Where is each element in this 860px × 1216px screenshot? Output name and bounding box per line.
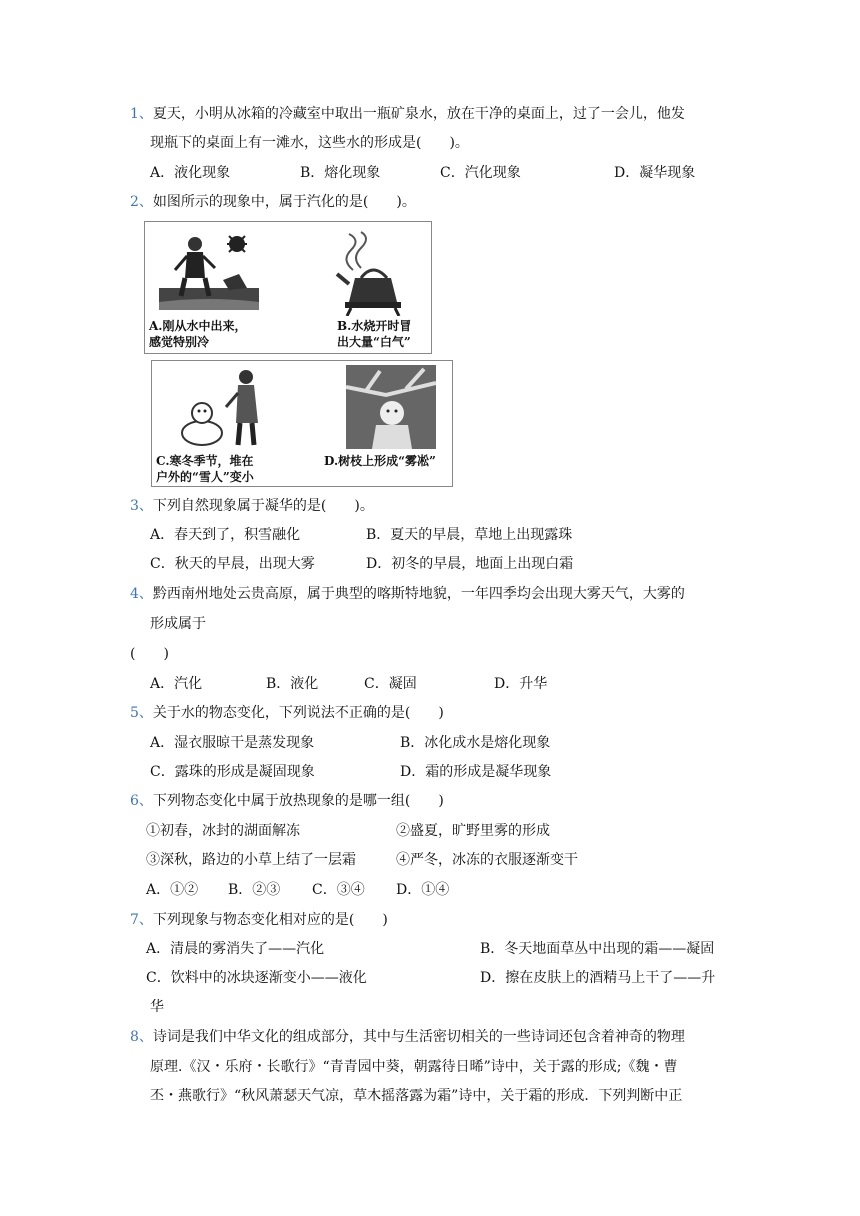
question-1-text: 夏天，小明从冰箱的冷藏室中取出一瓶矿泉水，放在干净的桌面上，过了一会儿，他发: [152, 106, 685, 122]
question-4-text: 黔西南州地处云贵高原，属于典型的喀斯特地貌，一年四季均会出现大雾天气，大雾的: [152, 586, 685, 602]
q5-option-a: A．湿衣服晾干是蒸发现象: [150, 735, 315, 751]
q7-option-c: C．饮料中的冰块逐渐变小——液化: [146, 970, 367, 986]
q6-item-2: ②盛夏，旷野里雾的形成: [396, 823, 550, 839]
q6-item-3: ③深秋，路边的小草上结了一层霜: [146, 852, 356, 868]
question-4-line-3: ( ): [130, 646, 169, 662]
q1-option-a: A．液化现象: [150, 165, 231, 181]
question-6-number: 6、: [130, 793, 153, 809]
q6-option-d: D．①④: [396, 882, 450, 898]
figure-bottom-row: [151, 360, 453, 487]
q4-option-b: B．液化: [266, 676, 319, 692]
question-3-text: 下列自然现象属于凝华的是( )。: [152, 498, 374, 514]
question-8-line-2: 原理.《汉・乐府・长歌行》“青青园中葵，朝露待日晞”诗中，关于露的形成;《魏・曹: [150, 1059, 678, 1075]
snowman-illustration: [172, 367, 272, 451]
figure-b-caption-1: B.水烧开时冒: [337, 319, 412, 333]
figure-a-caption-1: A.刚从水中出来，: [149, 319, 247, 333]
q4-option-d: D．升华: [494, 676, 548, 692]
question-1-number: 1、: [130, 106, 153, 122]
question-8-number: 8、: [130, 1029, 153, 1045]
question-8-line-1: [130, 1027, 685, 1047]
figure-d-caption-1: D.树枝上形成“雾凇”: [324, 454, 436, 468]
q5-option-d: D．霜的形成是凝华现象: [400, 764, 552, 780]
q4-option-c: C．凝固: [364, 676, 417, 692]
q4-option-a: A．汽化: [150, 676, 203, 692]
q3-option-a: A．春天到了，积雪融化: [150, 527, 301, 543]
q1-option-c: C．汽化现象: [440, 165, 521, 181]
question-7-line-1: [130, 910, 388, 930]
question-4-line-1: [130, 584, 685, 604]
q7-option-b: B．冬天地面草丛中出现的霜——凝固: [480, 941, 715, 957]
q6-item-1: ①初春，冰封的湖面解冻: [146, 823, 300, 839]
q3-option-b: B．夏天的早晨，草地上出现露珠: [366, 527, 573, 543]
question-5-line-1: [130, 703, 444, 723]
q7-option-a: A．清晨的雾消失了——汽化: [146, 941, 325, 957]
q7-option-d: D．擦在皮肤上的酒精马上干了——升: [480, 970, 716, 986]
figure-c-caption-2: 户外的“雪人”变小: [156, 470, 254, 484]
q3-option-d: D．初冬的早晨，地面上出现白霜: [366, 556, 574, 572]
question-3-line-1: [130, 496, 374, 516]
figure-b-caption-2: 出大量“白气”: [337, 335, 411, 349]
question-3-number: 3、: [130, 498, 153, 514]
q6-option-b: B．②③: [228, 882, 281, 898]
q6-item-4: ④严冬，冰冻的衣服逐渐变干: [396, 852, 578, 868]
q6-option-a: A．①②: [146, 882, 199, 898]
question-8-text: 诗词是我们中华文化的组成部分，其中与生活密切相关的一些诗词还包含着神奇的物理: [152, 1029, 685, 1045]
q1-option-b: B．熔化现象: [300, 165, 381, 181]
question-6-text: 下列物态变化中属于放热现象的是哪一组( ): [152, 793, 444, 809]
question-7-text: 下列现象与物态变化相对应的是( ): [152, 912, 388, 928]
question-2-number: 2、: [130, 194, 153, 210]
boiling-kettle-illustration: [331, 230, 411, 316]
question-4-number: 4、: [130, 586, 153, 602]
question-5-text: 关于水的物态变化，下列说法不正确的是( ): [152, 705, 444, 721]
question-2-line-1: [130, 192, 416, 212]
question-1-line-1: [130, 104, 685, 124]
rime-tree-illustration: [346, 365, 436, 449]
figure-a-caption-2: 感觉特别冷: [149, 335, 210, 349]
q1-option-d: D．凝华现象: [614, 165, 696, 181]
question-2-text: 如图所示的现象中，属于汽化的是( )。: [152, 194, 416, 210]
q5-option-b: B．冰化成水是熔化现象: [400, 735, 551, 751]
q6-option-c: C．③④: [312, 882, 365, 898]
question-4-line-2: 形成属于: [150, 616, 206, 632]
figure-top-row: [144, 221, 432, 354]
figure-c-caption-1: C.寒冬季节，堆在: [156, 454, 254, 468]
person-from-water-illustration: [157, 230, 267, 316]
q3-option-c: C．秋天的早晨，出现大雾: [150, 556, 315, 572]
question-5-number: 5、: [130, 705, 153, 721]
q7-option-d-wrap: 华: [150, 999, 164, 1015]
question-6-line-1: [130, 791, 444, 811]
q5-option-c: C．露珠的形成是凝固现象: [150, 764, 315, 780]
question-1-line-2: 现瓶下的桌面上有一滩水，这些水的形成是( )。: [150, 135, 469, 151]
question-8-line-3: 丕・燕歌行》“秋风萧瑟天气凉，草木摇落露为霜”诗中，关于霜的形成．下列判断中正: [150, 1088, 683, 1104]
question-7-number: 7、: [130, 912, 153, 928]
